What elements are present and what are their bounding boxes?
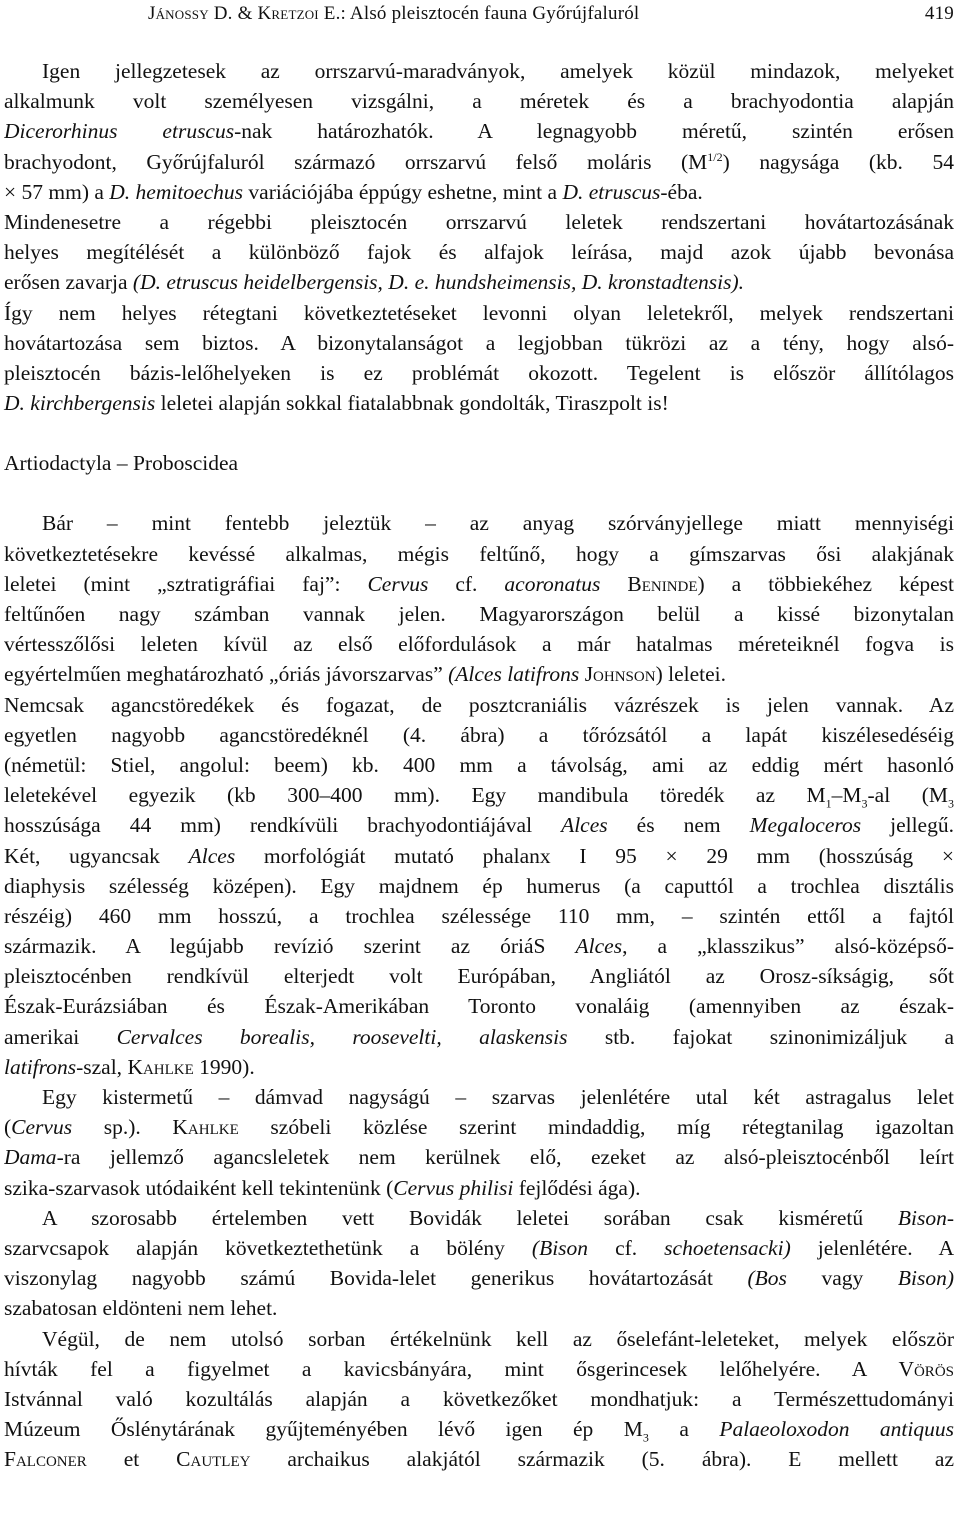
- text-line: szabatosan eldönteni nem lehet.: [4, 1296, 278, 1321]
- text-line: alkalmunk volt személyesen vizsgálni, a méretek és a brachyodontia alapján: [4, 89, 954, 114]
- section-heading: Artiodactyla – Proboscidea: [4, 451, 239, 476]
- text-line: Falconer et Cautley archaikus alakjától származik (5. ábra). E mellett az: [4, 1447, 954, 1472]
- text-line: A szorosabb értelemben vett Bovidák leletei sorában csak kisméretű Bison-: [42, 1205, 954, 1230]
- paragraph-bovids: [4, 1203, 954, 1324]
- text-line: egyetlen nagyobb agancstöredéknél (4. ábra) a tőrózsától a lapát kiszélesedéséig: [4, 722, 954, 747]
- text-line: pleisztocén bázis-lelőhelyeken is ez problémát okozott. Tegelent is először állítólagos: [4, 360, 954, 385]
- text-line: viszonylag nagyobb számú Bovida-lelet generikus hovátartozását (Bos vagy Bison): [4, 1266, 954, 1291]
- paragraph-cervids: [4, 508, 954, 1082]
- text-line: (Cervus sp.). Kahlke szóbeli közlése szerint mindaddig, míg rétegtanilag igazoltan: [4, 1115, 954, 1140]
- taxon-name: (D. etruscus heidelbergensis, D. e. hundsheimensis, D. kronstadtensis).: [132, 270, 745, 295]
- running-head: [148, 0, 954, 28]
- text-line: Két, ugyancsak Alces morfológiát mutató phalanx I 95 × 29 mm (hosszúság ×: [4, 843, 954, 868]
- text-line: pleisztocénben rendkívül elterjedt volt Európában, Angliától az Orosz-síkságig, sőt: [4, 964, 954, 989]
- text-line: amerikai Cervalces borealis, roosevelti, alaskensis stb. fajokat szinonimizáljuk a: [4, 1024, 954, 1049]
- text-line: hívták fel a figyelmet a kavicsbányára, mint ősgerincesek lelőhelyére. A Vörös: [4, 1356, 954, 1381]
- text-line: D. kirchbergensis leletei alapján sokkal fiatalabbnak gondolták, Tiraszpolt is!: [4, 391, 669, 416]
- running-head-authors: Jánossy D. & Kretzoi E.: [148, 3, 341, 24]
- text-line: Nemcsak agancstöredékek és fogazat, de posztcraniális vázrészek is jelen vannak. Az: [4, 692, 954, 717]
- text-line: következtetésekre kevéssé alkalmas, mégis feltűnő, hogy a gímszarvas ősi alakjának: [4, 541, 954, 566]
- text-line: Dama-ra jellemző agancsleletek nem kerülnek elő, ezeket az alsó-pleisztocénből leírt: [4, 1145, 954, 1170]
- running-head-title: : Alsó pleisztocén fauna Győrújfaluról: [340, 3, 640, 24]
- text-line: Igen jellegzetesek az orrszarvú-maradványok, amelyek közül mindazok, melyeket: [42, 59, 954, 83]
- text-line: egyértelműen meghatározható „óriás jávorszarvas” (Alces latifrons Johnson) leletei.: [4, 662, 726, 687]
- text-line: Dicerorhinus etruscus-nak határozhatók. A legnagyobb méretű, szintén erősen: [4, 119, 954, 144]
- text-line: szarvcsapok alapján következtethetünk a bölény (Bison cf. schoetensacki) jelenlétére. A: [4, 1235, 954, 1260]
- paragraph-elephants: [4, 1324, 954, 1475]
- taxon-name: D. kirchbergensis: [4, 391, 156, 416]
- text-line: Bár – mint fentebb jeleztük – az anyag szórványjellege miatt mennyiségi: [42, 511, 954, 536]
- text-line: brachyodont, Győrújfaluról származó orrszarvú felső moláris $(M^{1/2})$ nagysága (kb. 54: [4, 149, 954, 174]
- text-line: leletei (mint „sztratigráfiai faj”: Cervus cf. acoronatus Beninde) a többiekéhez képest: [4, 571, 954, 596]
- text-line: részéig) 460 mm hosszú, a trochlea szélessége 110 mm, – szintén ettől a fajtól: [4, 903, 954, 928]
- text-line: diaphysis szélesség középen). Egy majdnem ép humerus (a caputtól a trochlea disztális: [4, 873, 954, 898]
- text-line: hovátartozása sem biztos. A bizonytalanságot a legjobban tükrözi az a tény, hogy alsó-: [4, 330, 954, 355]
- taxon-name: Dicerorhinus etruscus: [4, 119, 235, 144]
- text-line: Így nem helyes rétegtani következtetéseket levonni olyan leletekről, melyek rendszertani: [4, 300, 954, 325]
- body-text: [4, 56, 954, 1474]
- text-line: × 57 mm) a D. hemitoechus variációjába éppúgy eshetne, mint a D. etruscus-éba.: [4, 179, 703, 204]
- page-number: 419: [924, 3, 954, 24]
- text-line: Végül, de nem utolsó sorban értékelnünk kell az őselefánt-leleteket, melyek először: [42, 1326, 954, 1351]
- text-line: vértesszőlősi leleten kívül az első előfordulások a már hatalmas méreteiknél fogva is: [4, 632, 954, 657]
- text-line: latifrons-szal, Kahlke 1990).: [4, 1054, 255, 1079]
- paragraph-rhinoceros: [4, 56, 954, 418]
- text-line: helyes megítélését a különböző fajok és alfajok leírása, majd azok újabb bevonása: [4, 240, 954, 265]
- text-line: szika-szarvasok utódaiként kell tekintenünk (Cervus philisi fejlődési ága).: [4, 1175, 641, 1200]
- text-line: Istvánnal való kozultálás alapján a következőket mondhatjuk: a Természettudományi: [4, 1386, 954, 1411]
- text-line: feltűnően nagy számban vannak jelen. Magyarországon belül a kissé bizonytalan: [4, 602, 954, 626]
- text-line: Múzeum Őslénytárának gyűjteményében lévő igen ép $M_3$ a Palaeoloxodon antiquus: [4, 1417, 954, 1445]
- text-line: erősen zavarja (D. etruscus heidelbergensis, D. e. hundsheimensis, D. kronstadtensis).: [4, 270, 745, 295]
- text-line: származik. A legújabb revízió szerint az óriáS Alces, a „klasszikus” alsó-középső-: [4, 934, 954, 959]
- taxon-name: D. hemitoechus: [109, 179, 244, 204]
- text-line: Egy kistermetű – dámvad nagyságú – szarvas jelenlétére utal két astragalus lelet: [42, 1085, 954, 1109]
- text-line: leletekével egyezik (kb 300–400 mm). Egy mandibula töredék az $M_1-M_3-al$ ($M_3$: [4, 783, 954, 811]
- text-line: Észak-Eurázsiában és Észak-Amerikában Toronto vonaláig (amennyiben az észak-: [4, 994, 954, 1019]
- text-line: (németül: Stiel, angolul: beem) kb. 400 mm a távolság, ami az eddig mért hasonló: [4, 752, 954, 777]
- text-line: Mindenesetre a régebbi pleisztocén orrszarvú leletek rendszertani hovátartozásának: [4, 209, 954, 234]
- paragraph-small-deer: [4, 1082, 954, 1203]
- text-line: hosszúsága 44 mm) rendkívüli brachyodontiájával Alces és nem Megaloceros jellegű.: [4, 813, 954, 838]
- taxon-name: D. etruscus: [562, 179, 661, 204]
